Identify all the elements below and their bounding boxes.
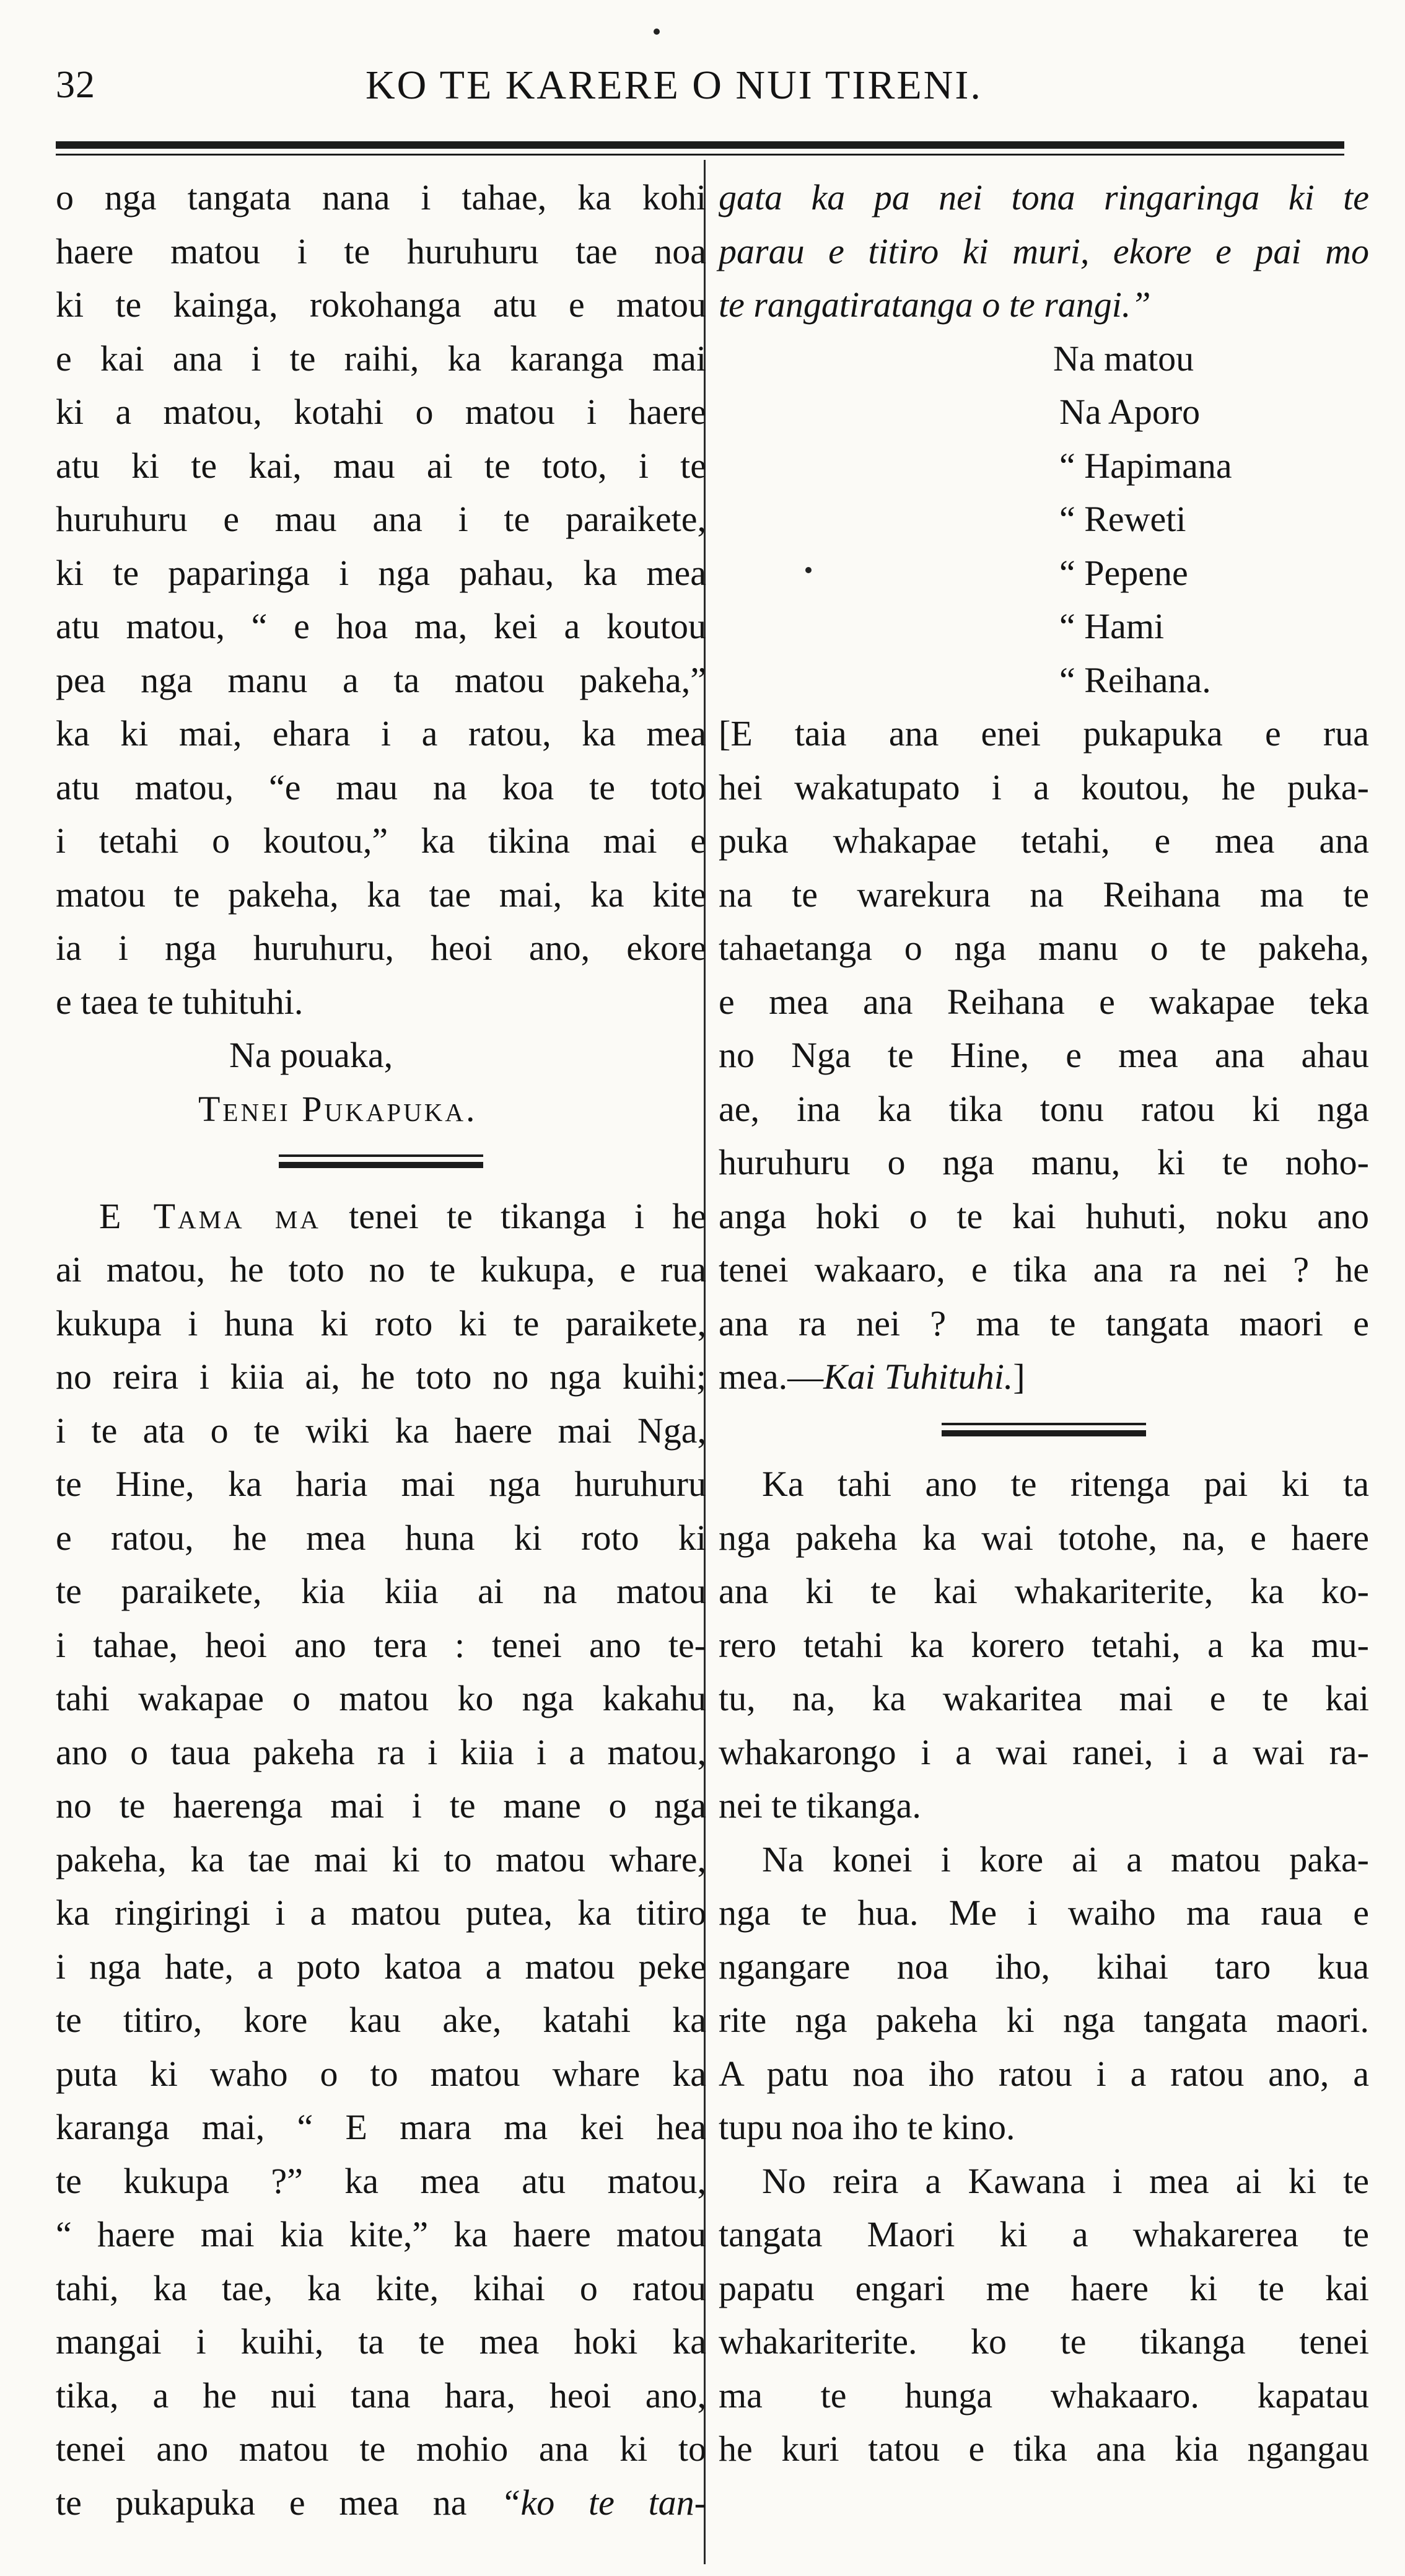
signer-name: Na Aporo [1059,392,1201,432]
text-line: whakarongo i a wai ranei, i a wai ra- [719,1731,1369,1772]
text-line: tika, a he nui tana hara, heoi ano, [56,2375,706,2416]
header-rule-thick [56,141,1344,149]
text-line: ia i nga huruhuru, heoi ano, ekore [56,928,706,968]
signer-name: “ Reihana. [1059,659,1211,700]
text-line: pakeha, ka tae mai ki to matou whare, [56,1839,706,1879]
left-column [56,171,706,2530]
text-line: e ratou, he mea huna ki roto ki [56,1517,706,1558]
text-line: i tetahi o koutou,” ka tikina mai e [56,820,706,861]
text-line: no reira i kiia ai, he toto no nga kuihi; [56,1356,706,1397]
note-line: [E taia ana enei pukapuka e rua [719,713,1369,754]
note-line: anga hoki o te kai huhuti, noku ano [719,1195,1369,1236]
text-line: pea nga manu a ta matou pakeha,” [56,659,706,700]
text-line: he kuri tatou e tika ana kia ngangau [719,2429,1369,2469]
text-line: matou te pakeha, ka tae mai, ka kite [56,874,706,915]
text-line: huruhuru e mau ana i te paraikete, [56,499,706,539]
quotation-continued [719,171,1369,332]
paragraph-ritenga [719,1457,1369,1833]
signer-name: “ Pepene [1059,552,1188,593]
section-divider-right [719,1404,1369,1458]
text-line: ki a matou, kotahi o matou i haere [56,392,706,432]
text-line: papatu engari me haere ki te kai [719,2267,1369,2308]
running-title: KO TE KARERE O NUI TIRENI. [365,63,983,108]
text-line: ka ringiringi i a matou putea, ka titiro [56,1892,706,1933]
section-divider [56,1136,706,1190]
text-line: rero tetahi ka korero tetahi, a ka mu- [719,1624,1369,1665]
note-line: tahaetanga o nga manu o te pakeha, [719,928,1369,968]
note-line: hei wakatupato i a koutou, he puka- [719,767,1369,807]
text-line: kukupa i huna ki roto ki te paraikete, [56,1303,706,1343]
paragraph-konei [719,1833,1369,2155]
quote-line: parau e titiro ki muri, ekore e pai mo [719,231,1369,271]
note-line: na te warekura na Reihana ma te [719,874,1369,915]
text-line: e kai ana i te raihi, ka karanga mai [56,338,706,379]
text-line: i nga hate, a poto katoa a matou peke [56,1946,706,1987]
right-column [719,171,1369,2476]
letter-last-line: te pukapuka e mea na “ko te tan- [56,2482,706,2523]
text-line: tahi wakapae o matou ko nga kakahu [56,1678,706,1718]
signer-name: “ Hapimana [1059,445,1232,486]
note-line: huruhuru o nga manu, ki te noho- [719,1142,1369,1182]
salutation: E Tama ma [99,1195,321,1236]
text-line: ano o taua pakeha ra i kiia i a matou, [56,1731,706,1772]
letter-body-lines [56,1243,706,2476]
text-line: te titiro, kore kau ake, katahi ka [56,2000,706,2040]
text-line: puta ki waho o to matou whare ka [56,2053,706,2094]
text-line: atu matou, “e mau na koa te toto [56,767,706,807]
note-line: ana ra nei ? ma te tangata maori e [719,1303,1369,1343]
editor-note-last-line: mea.—Kai Tuhituhi.] [719,1356,1025,1397]
text-line: atu matou, “ e hoa ma, kei a koutou [56,606,706,646]
signoff-line: Na pouaka, [229,1035,393,1075]
text-line: ana ki te kai whakariterite, ka ko- [719,1571,1369,1611]
text-line: atu ki te kai, mau ai te toto, i te [56,445,706,486]
quote-line: gata ka pa nei tona ringaringa ki te [719,177,1369,218]
text-line: ma te hunga whakaaro. kapatau [719,2375,1369,2416]
text-line: ka ki mai, ehara i a ratou, ka mea [56,713,706,754]
text-line: tahi, ka tae, ka kite, kihai o ratou [56,2267,706,2308]
text-line: ngangare noa iho, kihai taro kua [719,1946,1369,1987]
text-line: A patu noa iho ratou i a ratou ano, a [719,2053,1369,2094]
text-line: Ka tahi ano te ritenga pai ki ta [762,1464,1369,1504]
note-line: e mea ana Reihana e wakapae teka [719,981,1369,1022]
text-line: i te ata o te wiki ka haere mai Nga, [56,1410,706,1451]
letter-signature: Tenei Pukapuka. [198,1088,478,1129]
printer-mark-dot [654,29,660,35]
stray-dot [805,567,812,573]
text-line: rite nga pakeha ki nga tangata maori. [719,2000,1369,2040]
left-paragraph-continued [56,171,706,1029]
text-line: tu, na, ka wakaritea mai e te kai [719,1678,1369,1718]
signer-name: “ Reweti [1059,499,1186,539]
page-number: 32 [56,64,95,106]
signer-name: “ Hami [1059,606,1165,646]
text-line: nei te tikanga. [719,1785,921,1826]
text-line: te paraikete, kia kiia ai na matou [56,1571,706,1611]
text-line: tenei ano matou te mohio ana ki to [56,2429,706,2469]
header-rule-thin [56,154,1344,156]
text-line: tangata Maori ki a whakarerea te [719,2214,1369,2254]
left-paragraph-letter [56,1190,706,2530]
text-line: “ haere mai kia kite,” ka haere matou [56,2214,706,2254]
editor-note [719,707,1369,1350]
note-line: tenei wakaaro, e tika ana ra nei ? he [719,1249,1369,1290]
letter-opening-line: E Tama ma tenei te tikanga i he [99,1195,706,1236]
note-line: puka whakapae tetahi, e mea ana [719,820,1369,861]
text-line: e taea te tuhituhi. [56,981,304,1022]
paragraph-kawana [719,2155,1369,2476]
text-line: ki te kainga, rokohanga atu e matou [56,284,706,325]
text-line: Na konei i kore ai a matou paka- [762,1839,1369,1879]
text-line: haere matou i te huruhuru tae noa [56,231,706,271]
text-line: mangai i kuihi, ta te mea hoki ka [56,2321,706,2362]
signers-lead: Na matou [1053,338,1194,379]
text-line: karanga mai, “ E mara ma kei hea [56,2107,706,2147]
note-line: no Nga te Hine, e mea ana ahau [719,1035,1369,1075]
text-line: te Hine, ka haria mai nga huruhuru [56,1464,706,1504]
text-line: nga pakeha ka wai totohe, na, e haere [719,1517,1369,1558]
quote-line: te rangatiratanga o te rangi.” [719,284,1151,325]
text-line: No reira a Kawana i mea ai ki te [762,2160,1369,2201]
text-line: no te haerenga mai i te mane o nga [56,1785,706,1826]
text-line: te kukupa ?” ka mea atu matou, [56,2160,706,2201]
note-line: ae, ina ka tika tonu ratou ki nga [719,1088,1369,1129]
text-line: whakariterite. ko te tikanga tenei [719,2321,1369,2362]
text-line: ai matou, he toto no te kukupa, e rua [56,1249,706,1290]
text-line: ki te paparinga i nga pahau, ka mea [56,552,706,593]
text-line: nga te hua. Me i waiho ma raua e [719,1892,1369,1933]
text-line: o nga tangata nana i tahae, ka kohi [56,177,706,218]
text-line: i tahae, heoi ano tera : tenei ano te- [56,1624,706,1665]
signers-list [719,385,1369,707]
text-line: tupu noa iho te kino. [719,2107,1015,2147]
